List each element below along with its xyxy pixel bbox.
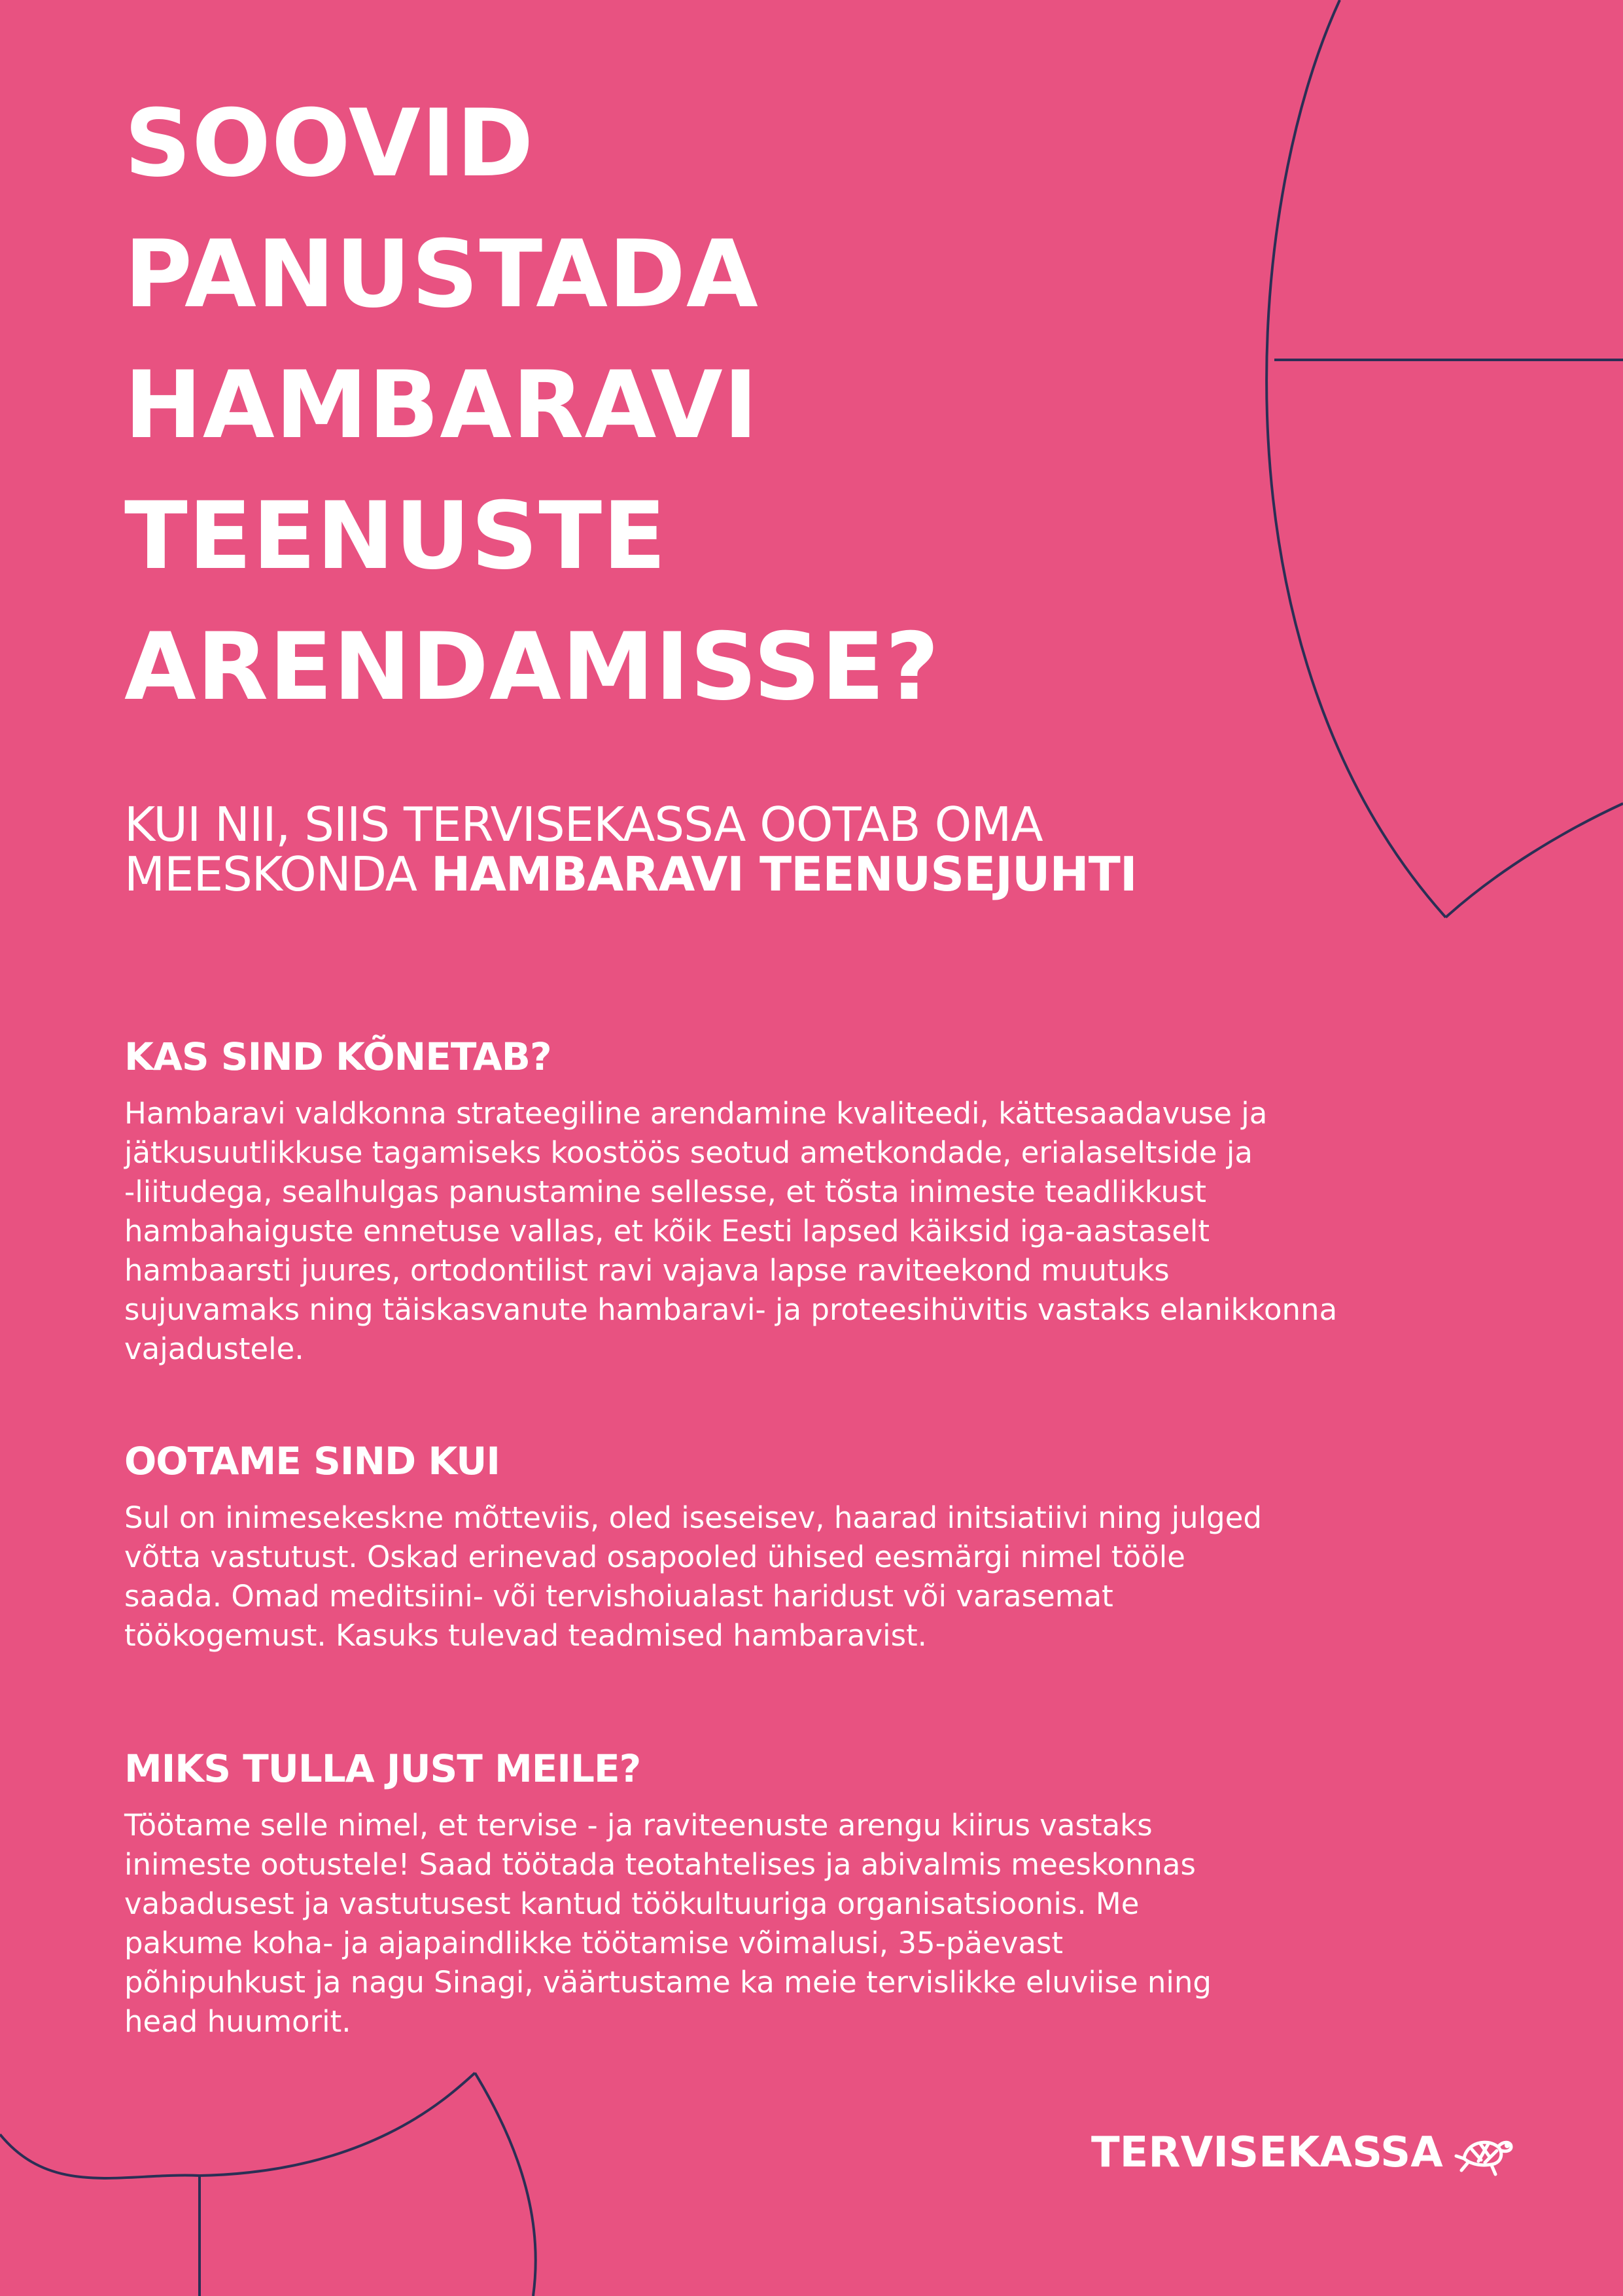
body-line: töökogemust. Kasuks tulevad teadmised hambaravist. [124,1618,927,1653]
body-line: Töötame selle nimel, et tervise - ja raviteenuste arengu kiirus vastaks [124,1808,1153,1843]
bottom-left-arc-descend [475,2073,536,2296]
section-title: OOTAME SIND KUI [124,1439,500,1483]
body-line: Hambaravi valdkonna strateegiline arendamine kvaliteedi, kättesaadavuse ja [124,1096,1268,1131]
subhead-line-2 [124,847,1367,902]
section-kas-sind-konetab [124,1034,1433,1369]
body-line: võtta vastutust. Oskad erinevad osapooled ühised eesmärgi nimel tööle [124,1540,1185,1574]
headline-line-5: ARENDAMISSE? [124,613,940,721]
body-line: inimeste ootustele! Saad töötada teotahtelises ja abivalmis meeskonnas [124,1847,1196,1882]
section-body [124,1094,1433,1369]
body-line: hambaarsti juures, ortodontilist ravi vajava lapse raviteekond muutuks [124,1253,1170,1288]
section-title: KAS SIND KÕNETAB? [124,1034,551,1079]
body-line: sujuvamaks ning täiskasvanute hambaravi- ja proteesihüvitis vastaks elanikkonna [124,1292,1338,1327]
headline-line-4: TEENUSTE [124,482,667,590]
body-line: vabadusest ja vastutusest kantud töökultuuriga organisatsioonis. Me [124,1886,1140,1921]
bottom-left-arc-right [200,2073,475,2176]
body-line: pakume koha- ja ajapaindlikke töötamise võimalusi, 35-päevast [124,1926,1064,1960]
tervisekassa-logo [1091,2123,1515,2182]
section-ootame-sind-kui [124,1438,1433,1655]
body-line: vajadustele. [124,1332,304,1366]
headline-line-2: PANUSTADA [124,221,759,328]
subhead-job-title: HAMBARAVI TEENUSEJUHTI [430,847,1137,902]
headline-line-3: HAMBARAVI [124,351,759,459]
turtle-icon [1452,2123,1515,2182]
body-line: põhipuhkust ja nagu Sinagi, väärtustame ka meie tervislikke eluviise ning [124,1965,1212,2000]
body-line: Sul on inimesekeskne mõtteviis, oled iseseisev, haarad initsiatiivi ning julged [124,1500,1262,1535]
body-line: hambahaiguste ennetuse vallas, et kõik Eesti lapsed käiksid iga-aastaselt [124,1214,1210,1248]
body-line: saada. Omad meditsiini- või tervishoiualast haridust või varasemat [124,1579,1113,1614]
section-body [124,1806,1433,2041]
top-right-arc [1266,0,1446,917]
body-line: -liitudega, sealhulgas panustamine sellesse, et tõsta inimeste teadlikkust [124,1174,1206,1209]
logo-text: TERVISEKASSA [1091,2128,1443,2177]
headline [124,79,1106,733]
subhead [124,797,1367,902]
headline-line-1: SOOVID [124,90,534,198]
bottom-left-arc-left [0,2134,200,2178]
section-body [124,1498,1433,1655]
top-right-arc-tail [1446,804,1623,917]
section-miks-tulla-just-meile [124,1746,1433,2041]
body-line: jätkusuutlikkuse tagamiseks koostöös seotud ametkondade, erialaseltside ja [124,1135,1253,1170]
subhead-line-1: KUI NII, SIIS TERVISEKASSA OOTAB OMA [124,797,1043,852]
section-title: MIKS TULLA JUST MEILE? [124,1746,641,1791]
body-line: head huumorit. [124,2004,351,2039]
subhead-line-2-normal: MEESKONDA [124,847,431,902]
